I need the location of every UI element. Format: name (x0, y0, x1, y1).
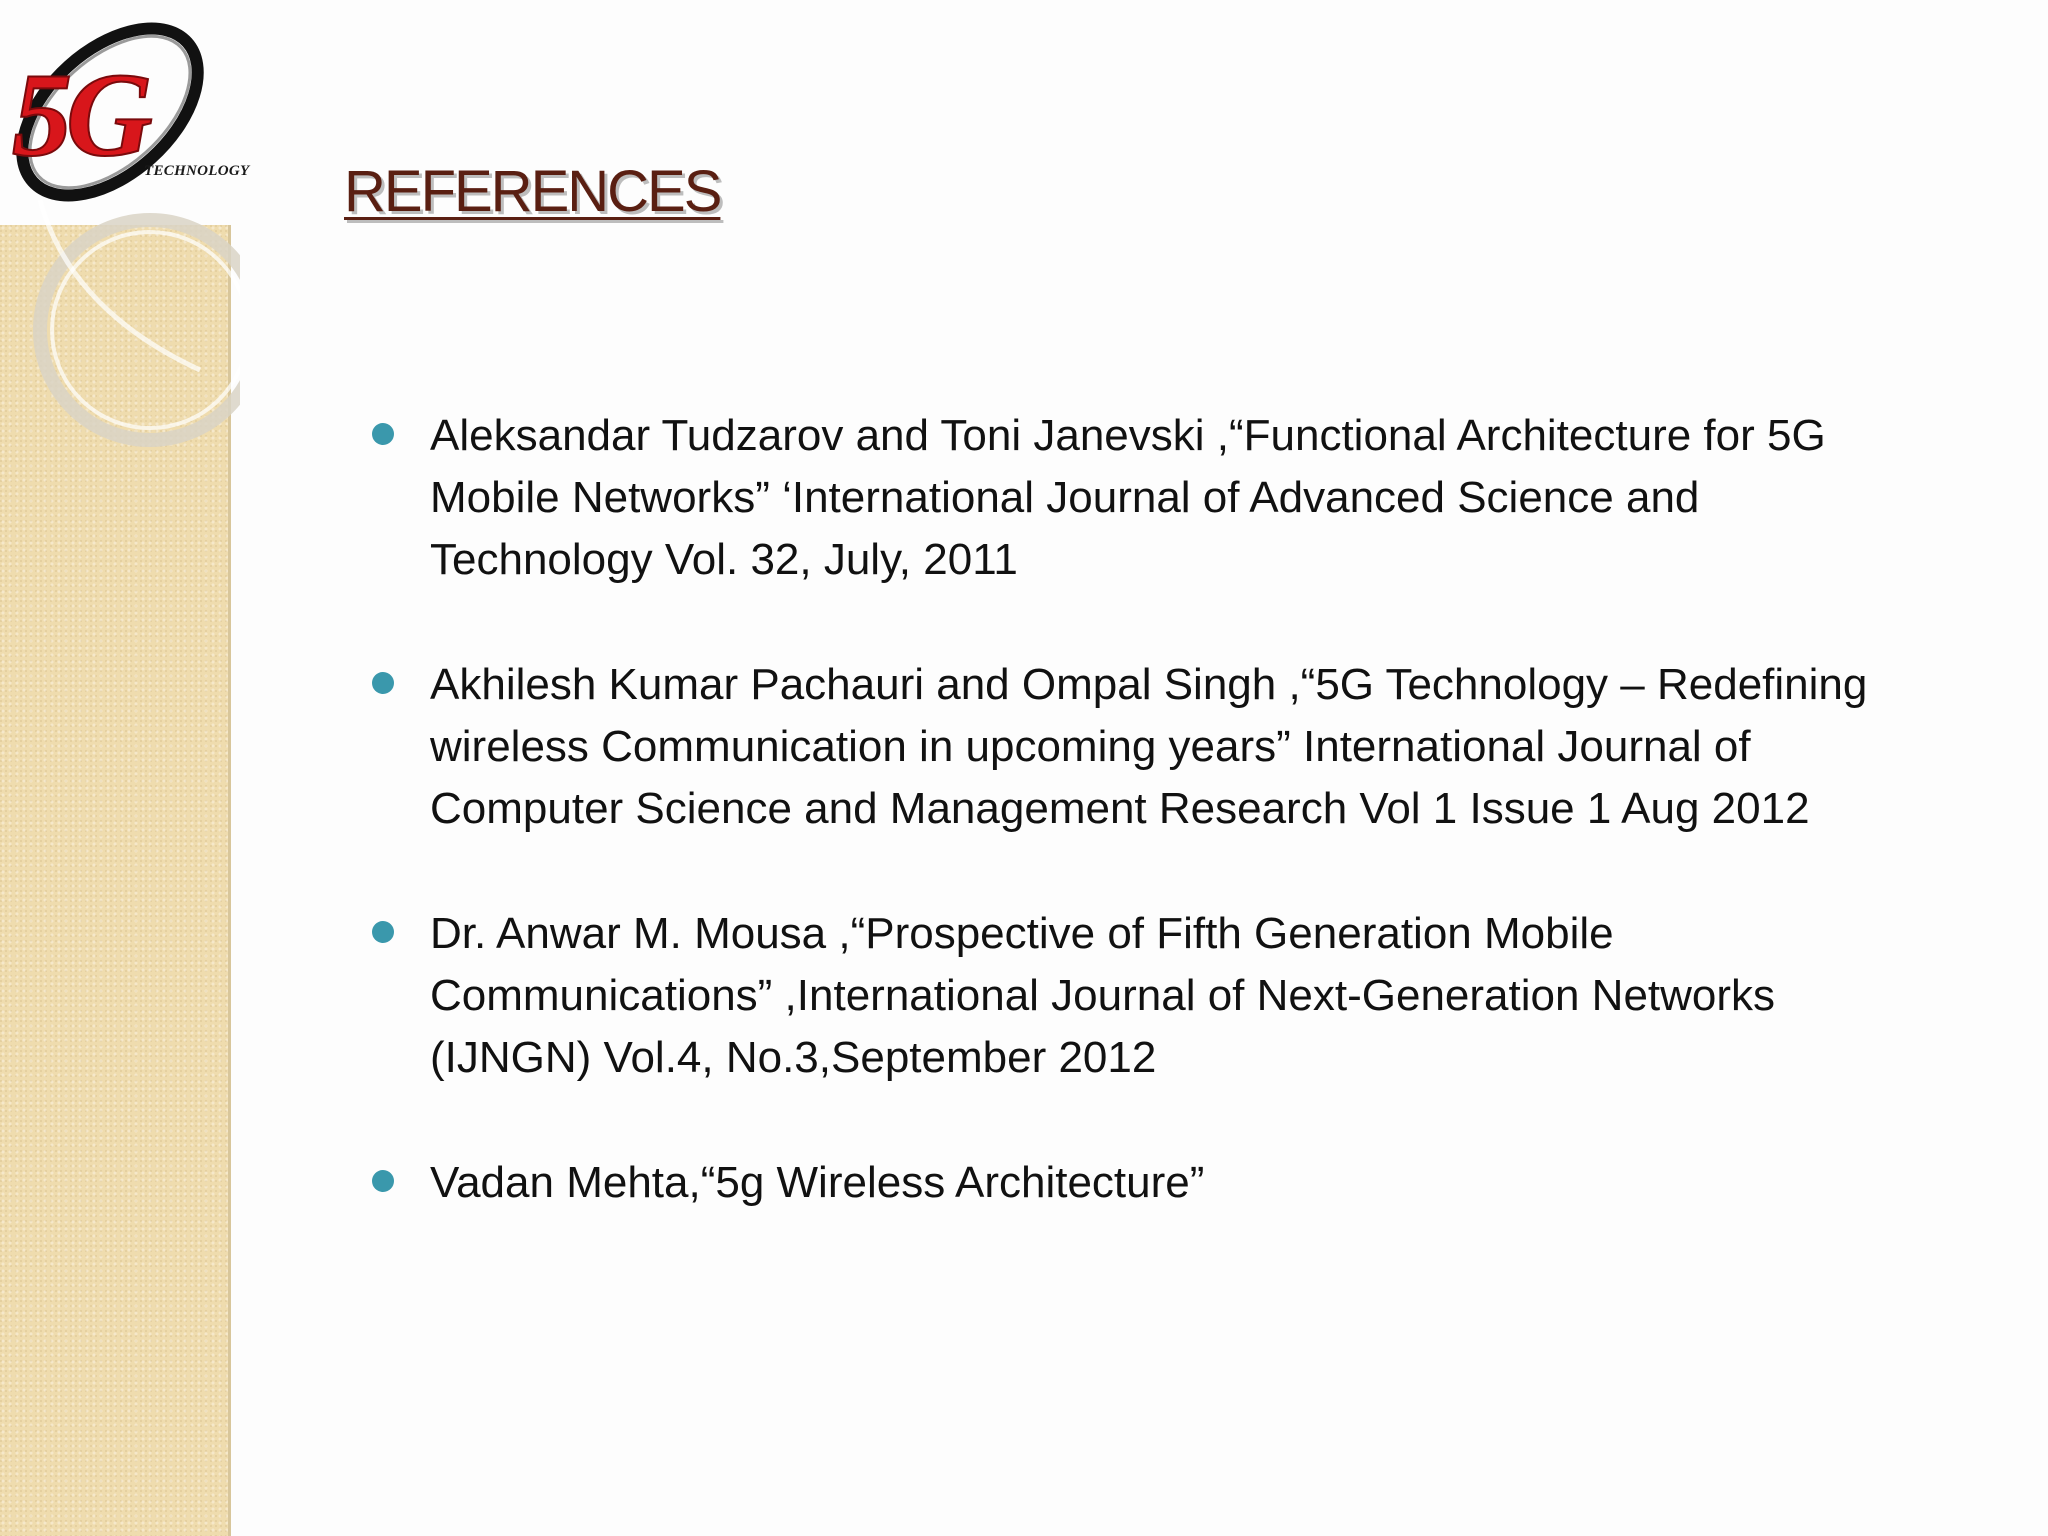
logo-label: TECHNOLOGY (144, 163, 250, 179)
reference-text: Communications” ,International Journal of Next-Generation Networks (430, 971, 1776, 1020)
page-title: REFERENCES (344, 159, 721, 224)
bullet-icon (372, 921, 394, 943)
reference-text: Dr. Anwar M. Mousa ,“Prospective of Fifth Generation Mobile (430, 909, 1614, 958)
svg-text:5G: 5G (12, 48, 147, 181)
reference-item (372, 1152, 1972, 1214)
reference-text: Akhilesh Kumar Pachauri and Ompal Singh ,“5G Technology – Redefining (430, 660, 1868, 709)
bullet-icon (372, 1170, 394, 1192)
5g-technology-logo (0, 0, 280, 225)
bullet-icon (372, 423, 394, 445)
reference-text: wireless Communication in upcoming years” International Journal of (430, 722, 1751, 771)
reference-text: Vadan Mehta,“5g Wireless Architecture” (430, 1158, 1205, 1207)
reference-text: Mobile Networks” ‘International Journal of Advanced Science and (430, 473, 1700, 522)
reference-item (372, 903, 1972, 1089)
reference-item (372, 405, 1972, 591)
reference-list (372, 405, 1972, 1277)
reference-item (372, 654, 1972, 840)
reference-text: Computer Science and Management Research Vol 1 Issue 1 Aug 2012 (430, 784, 1810, 833)
bullet-icon (372, 672, 394, 694)
reference-text: Technology Vol. 32, July, 2011 (430, 535, 1018, 584)
reference-text: Aleksandar Tudzarov and Toni Janevski ,“Functional Architecture for 5G (430, 411, 1826, 460)
reference-text: (IJNGN) Vol.4, No.3,September 2012 (430, 1033, 1157, 1082)
